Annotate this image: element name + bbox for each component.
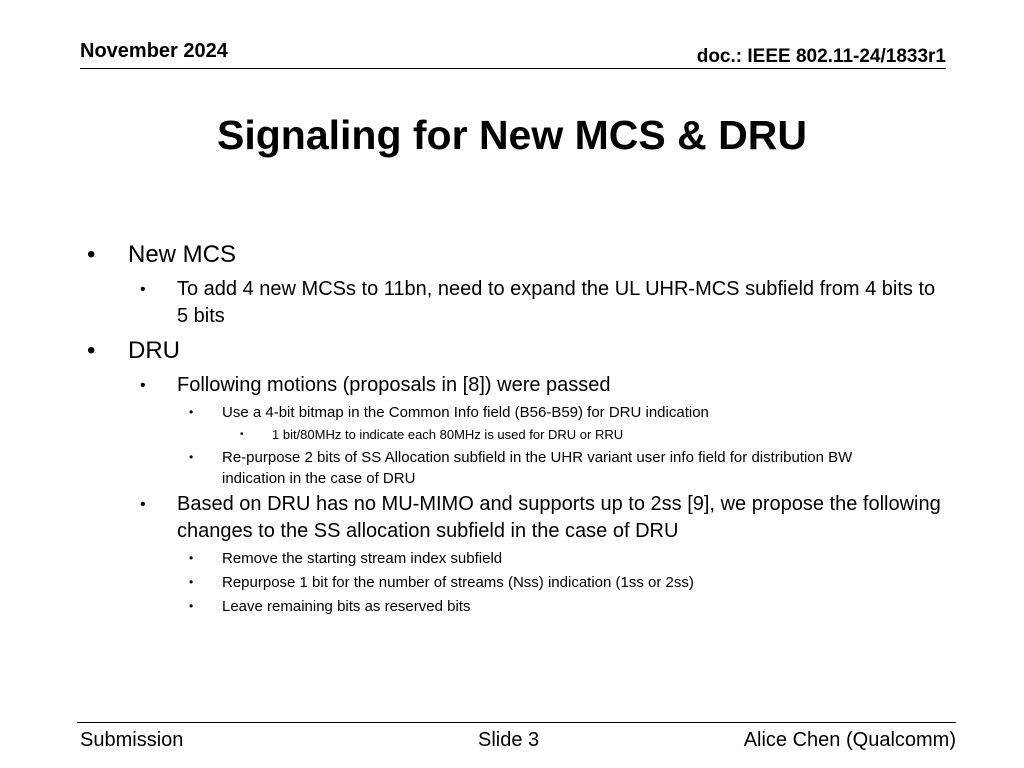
bullet-text: Following motions (proposals in [8]) were passed [177,374,611,396]
bullet-glyph: • [189,405,194,419]
bullet-dru [0,332,1024,370]
sub-sub-bullet-remove-index [0,548,1024,569]
header-doc-id: doc.: IEEE 802.11-24/1833r1 [696,46,946,67]
footer-submission: Submission [80,729,184,751]
bullet-glyph: • [189,575,194,589]
bullet-text: To add 4 new MCSs to 11bn, need to expand the UL UHR-MCS subfield from 4 bits to 5 bits [177,278,936,327]
bullet-new-mcs [0,236,1024,274]
bullet-glyph: • [189,450,194,464]
sub-bullet-expand-mcs [0,276,1024,330]
sub-sub-bullet-nss-bit [0,572,1024,593]
slide-title: Signaling for New MCS & DRU [217,112,807,158]
sub-sub-bullet-reserved-bits [0,596,1024,617]
bullet-glyph: • [240,429,244,440]
bullet-text: Repurpose 1 bit for the number of streams (Nss) indication (1ss or 2ss) [222,574,694,591]
bullet-glyph: • [87,241,96,268]
slide-body [0,236,1024,619]
header-divider [80,68,946,69]
bullet-glyph: • [140,377,146,394]
bullet-glyph: • [189,599,194,613]
bullet-text: Leave remaining bits as reserved bits [222,598,471,615]
bullet-text: Re-purpose 2 bits of SS Allocation subfield in the UHR variant user info field for distribution BW indication in the case of DRU [222,449,853,487]
sub-sub-bullet-bitmap [0,402,1024,423]
bullet-glyph: • [87,337,96,364]
sub-sub-bullet-repurpose-ss [0,447,1024,489]
bullet-text: Use a 4-bit bitmap in the Common Info field (B56-B59) for DRU indication [222,404,709,421]
bullet-text: 1 bit/80MHz to indicate each 80MHz is used for DRU or RRU [272,427,624,442]
bullet-glyph: • [140,496,146,513]
bullet-glyph: • [189,551,194,565]
footer-author: Alice Chen (Qualcomm) [743,729,956,751]
footer-divider [77,722,956,723]
bullet-text: Remove the starting stream index subfield [222,550,503,567]
sub-bullet-proposal [0,491,1024,545]
bullet-text: Based on DRU has no MU-MIMO and supports up to 2ss [9], we propose the following changes to the SS allocation subfield in the case of DRU [177,493,941,542]
bullet-text: DRU [128,337,180,364]
sub-bullet-motions [0,372,1024,399]
level4-bullet-bit-per-80mhz [0,426,1024,444]
bullet-glyph: • [140,281,146,298]
bullet-text: New MCS [128,241,237,268]
header-date: November 2024 [80,40,228,62]
footer-slide-number: Slide 3 [478,729,540,751]
